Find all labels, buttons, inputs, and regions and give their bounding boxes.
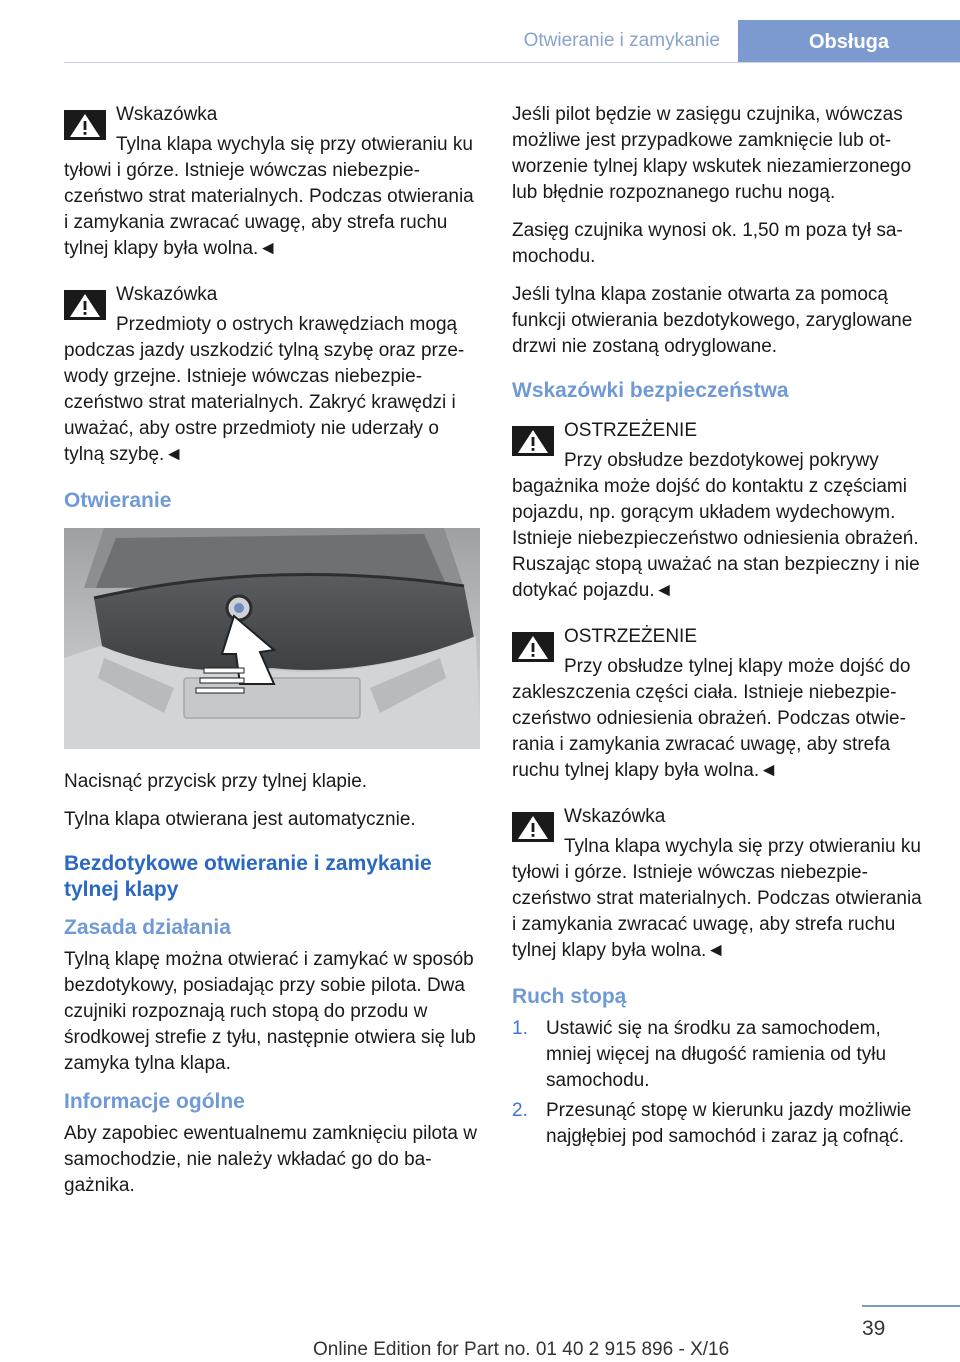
warning-triangle-icon bbox=[64, 290, 106, 320]
foot-motion-steps bbox=[512, 1016, 928, 1150]
warning-note-1 bbox=[64, 102, 480, 262]
tailgate-button-photo bbox=[64, 528, 480, 749]
page-number: 39 bbox=[862, 1317, 886, 1340]
edition-footer: Online Edition for Part no. 01 40 2 915 896 - X/16 bbox=[313, 1339, 730, 1360]
list-item bbox=[512, 1016, 928, 1094]
warning-triangle-icon bbox=[512, 632, 554, 662]
paragraph-principle: Tylną klapę można otwierać i zamykać w sposób bezdotykowy, posiadając przy sobie pilota. Dwa czujniki rozpoznają ruch stopą do przodu w środkowej strefie z tyłu, następnie otwiera się lub zamyka tylna klapa. bbox=[64, 949, 476, 1074]
warning-note-2 bbox=[64, 282, 480, 468]
heading-safety: Wskazówki bezpieczeństwa bbox=[512, 379, 789, 402]
step-number: 1. bbox=[512, 1018, 528, 1039]
warning-note-5 bbox=[512, 804, 928, 964]
warning-title: Wskazówka bbox=[564, 806, 666, 827]
step-text: Ustawić się na środku za samochodem, mniej więcej na długość ramienia od tyłu samochodu. bbox=[546, 1018, 887, 1091]
warning-title: OSTRZEŻENIE bbox=[564, 626, 698, 647]
heading-contactless: Bezdotykowe otwieranie i zamykanie tylnej klapy bbox=[64, 852, 432, 901]
right-column bbox=[512, 102, 928, 1154]
warning-note-4 bbox=[512, 624, 928, 784]
heading-principle: Zasada działania bbox=[64, 916, 231, 939]
heading-opening: Otwieranie bbox=[64, 489, 172, 512]
warning-title: OSTRZEŻENIE bbox=[564, 420, 698, 441]
warning-triangle-icon bbox=[512, 812, 554, 842]
paragraph-opens-automatically: Tylna klapa otwierana jest automatycznie. bbox=[64, 809, 416, 830]
warning-triangle-icon bbox=[512, 426, 554, 456]
left-column bbox=[64, 102, 480, 1211]
heading-foot-motion: Ruch stopą bbox=[512, 985, 627, 1008]
header-rule bbox=[64, 62, 960, 63]
paragraph-general-info: Aby zapobiec ewentualnemu zamknięciu pilota w samochodzie, nie należy wkładać go do bagażnika. bbox=[64, 1123, 477, 1196]
warning-title: Wskazówka bbox=[116, 284, 218, 305]
header-chapter-tab: Obsługa bbox=[738, 20, 960, 63]
paragraph-sensor-range: Zasięg czujnika wynosi ok. 1,50 m poza tył samochodu. bbox=[512, 220, 903, 267]
warning-body: Przy obsłudze bezdotykowej pokrywy bagażnika może dojść do kontaktu z częściami pojazdu, np. gorącym układem wydechowym. Istnieje niebezpieczeństwo odniesienia obrażeń. Ruszając stopą uważać na stan bezpieczny i nie dotykać pojazdu.◄ bbox=[512, 450, 920, 601]
paragraph-press-button: Nacisnąć przycisk przy tylnej klapie. bbox=[64, 771, 368, 792]
heading-general-info: Informacje ogólne bbox=[64, 1090, 245, 1113]
warning-body: Przedmioty o ostrych krawędziach mogą podczas jazdy uszkodzić tylną szybę oraz przewody grzejne. Istnieje wówczas niebezpieczeństwo strat materialnych. Zakryć krawędzi i uważać, aby ostre przedmioty nie uderzały o tylną szybę.◄ bbox=[64, 314, 465, 465]
warning-note-3 bbox=[512, 418, 928, 604]
paragraph-doors-locked: Jeśli tylna klapa zostanie otwarta za pomocą funkcji otwierania bezdotykowego, zaryglowane drzwi nie zostaną odryglowane. bbox=[512, 284, 913, 357]
list-item bbox=[512, 1098, 928, 1150]
footer-rule bbox=[862, 1305, 960, 1307]
warning-body: Tylna klapa wychyla się przy otwieraniu ku tyłowi i górze. Istnieje wówczas niebezpieczeństwo strat materialnych. Podczas otwierania i zamykania zwracać uwagę, aby strefa ruchu tylnej klapy była wolna.◄ bbox=[512, 836, 922, 961]
warning-body: Tylna klapa wychyla się przy otwieraniu ku tyłowi i górze. Istnieje wówczas niebezpieczeństwo strat materialnych. Podczas otwierania i zamykania zwracać uwagę, aby strefa ruchu tylnej klapy była wolna.◄ bbox=[64, 134, 474, 259]
header-section-title: Otwieranie i zamykanie bbox=[523, 30, 720, 51]
warning-triangle-icon bbox=[64, 110, 106, 140]
step-text: Przesunąć stopę w kierunku jazdy możliwie najgłębiej pod samochód i zaraz ją cofnąć. bbox=[546, 1100, 912, 1147]
paragraph-remote-range: Jeśli pilot będzie w zasięgu czujnika, wówczas możliwe jest przypadkowe zamknięcie lub otworzenie tylnej klapy wskutek niezamierzonego lub błędnie rozpoznanego ruchu nogą. bbox=[512, 104, 912, 203]
warning-title: Wskazówka bbox=[116, 104, 218, 125]
warning-body: Przy obsłudze tylnej klapy może dojść do zakleszczenia części ciała. Istnieje niebezpieczeństwo odniesienia obrażeń. Podczas otwierania i zamykania zwracać uwagę, aby strefa ruchu tylnej klapy była wolna.◄ bbox=[512, 656, 911, 781]
step-number: 2. bbox=[512, 1100, 528, 1121]
